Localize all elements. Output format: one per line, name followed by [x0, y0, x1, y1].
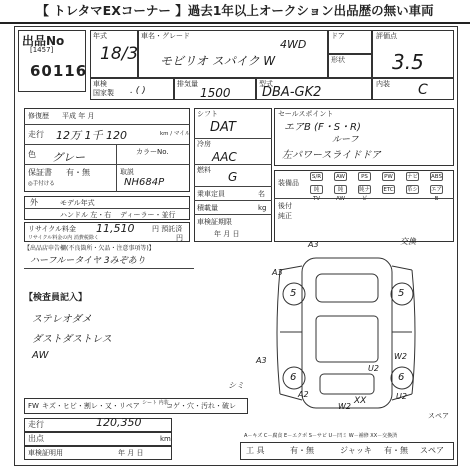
- jack-label: ジャッキ: [340, 446, 372, 455]
- inspector-line2: ダストダストレス: [32, 334, 112, 345]
- naiso-label: 内装: [376, 80, 390, 88]
- drive-value: 4WD: [280, 38, 307, 51]
- soubi-airbag: エアB: [431, 187, 443, 202]
- note-a2: A2: [298, 390, 309, 399]
- katashiki-label: 型式: [259, 80, 273, 88]
- color-no-value: NH684P: [124, 177, 165, 188]
- iro-value: グレー: [52, 151, 85, 164]
- spare-label: スペア: [428, 412, 449, 420]
- soko-value: 12万 1千 120: [56, 129, 127, 142]
- goki-sub: 純正: [278, 212, 292, 220]
- handle-label: ハンドル 左・右: [60, 211, 112, 219]
- jack-value: 有・無: [384, 446, 408, 455]
- nenshiki-value: 18/3: [100, 44, 139, 64]
- soubi-label: 装備品: [278, 179, 299, 187]
- katashiki-value: DBA-GK2: [262, 85, 322, 100]
- sales-label: セールスポイント: [278, 110, 334, 118]
- soubi-etc: ETC: [383, 187, 394, 193]
- note-w2-right: W2: [394, 352, 407, 361]
- seat-items: コゲ・穴・汚れ・破レ: [166, 402, 236, 410]
- shuuri-sub: 平成 年 月: [62, 112, 95, 120]
- jouin-unit: 名: [258, 190, 265, 198]
- soubi-abs: ABS: [431, 174, 442, 180]
- recycle-label: リサイクル料金: [28, 225, 77, 233]
- soubi-jnavi: 純ナビ: [359, 187, 371, 202]
- kougu-label: 工 具: [246, 446, 265, 455]
- seisan-label: リサイクル料金の内 消費税除く: [28, 235, 99, 241]
- shoken-label: 車検証期限: [197, 218, 232, 226]
- torisetsu-label: 取説: [120, 168, 134, 176]
- shaken-value: . ( ): [130, 86, 146, 96]
- fw-label: FW: [28, 402, 39, 410]
- note-w2-bottom: W2: [338, 402, 351, 411]
- damage-legend: A－キズ C－腐食 E－エクボ S－サビ U－凹ミ W－補修 XX－交換済: [244, 433, 398, 439]
- shaken-sub: 国家製: [93, 89, 114, 97]
- dealer-label: ディーラー・並行: [120, 211, 176, 219]
- note-a3-bottom: A3: [256, 356, 267, 365]
- nenryou-label: 燃料: [197, 166, 211, 174]
- shamei-value: モビリオ スパイク W: [160, 54, 276, 68]
- note-xx: XX: [354, 396, 367, 406]
- jouin-label: 乗車定員: [197, 190, 225, 198]
- nenryou-value: G: [228, 170, 238, 184]
- nenshiki-label: 年式: [93, 32, 107, 40]
- soko-unit: km / マイル: [160, 131, 191, 137]
- soko-label: 走行: [28, 130, 44, 139]
- tread-fr: 5: [398, 288, 405, 299]
- inspector-line3: AW: [32, 350, 49, 361]
- shift-value: DAT: [210, 120, 236, 135]
- gai-label: 外: [30, 198, 38, 207]
- kougu-value: 有・無: [290, 446, 314, 455]
- tread-rr: 6: [398, 372, 405, 383]
- hoshou-value: 有・無: [66, 168, 90, 177]
- shaken2-label: 車検証明用: [28, 449, 63, 457]
- soubi-tv: 純TV: [310, 185, 323, 194]
- iro-label: 色: [28, 150, 36, 159]
- fw-items: キズ・ヒビ・割レ・又・リペア: [42, 402, 140, 410]
- reibou-label: 冷房: [197, 140, 211, 148]
- soubi-ps: PS: [358, 172, 371, 181]
- naiso-value: C: [418, 82, 428, 98]
- shutten-label: 出点: [28, 434, 44, 443]
- note-a3-left: A3: [272, 268, 283, 277]
- lot-label: 出品No: [22, 34, 65, 48]
- lot-sub: [1457]: [30, 46, 54, 54]
- soubi-aw: AW: [334, 172, 347, 181]
- sekisai-unit: kg: [258, 204, 267, 212]
- sales-line3: 左パワースライドドア: [282, 150, 381, 161]
- shutten-row: [24, 432, 172, 446]
- hoshou-label: 保証書: [28, 168, 52, 177]
- tenpo-value: ハーフルータイヤ 3みぞあり: [30, 256, 146, 266]
- shuuri-label: 修復歴: [28, 112, 49, 120]
- hyoka-label: 評価点: [376, 32, 397, 40]
- soubi-sr: S/R: [311, 174, 322, 180]
- note-a3-top: A3: [308, 240, 319, 249]
- hyoka-value: 3.5: [392, 50, 424, 74]
- recycle-unit: 円 預託済: [152, 225, 183, 233]
- note-u2: U2: [396, 392, 407, 401]
- recycle-value: 11,510: [96, 222, 135, 235]
- door-label: ドア: [331, 32, 345, 40]
- soubi-leather: 革シ: [407, 187, 419, 193]
- soubi-jaw: 純AW: [334, 185, 347, 194]
- tread-rl: 6: [290, 372, 297, 383]
- shift-label: シフト: [197, 110, 218, 118]
- inspector-label: 【検査員記入】: [24, 293, 88, 303]
- note-koukan: 交換: [400, 237, 416, 246]
- seisan-unit: 円: [176, 234, 183, 242]
- reibou-value: AAC: [212, 150, 237, 164]
- shoken-unit: 年 月 日: [214, 230, 240, 238]
- shaken-label: 車検: [93, 80, 107, 88]
- color-no-label: カラーNo.: [136, 148, 169, 156]
- soko2-value: 120,350: [96, 416, 142, 429]
- soko2-label: 走行: [28, 420, 44, 429]
- seat-label: シート 内装: [142, 400, 169, 406]
- spare-tools-label: スペア: [420, 446, 444, 455]
- model-label: モデル年式: [60, 199, 95, 207]
- keijo-label: 形状: [331, 56, 345, 64]
- hoshou-sub: ◎手付ける: [28, 181, 55, 187]
- lot-number: 60116: [30, 62, 88, 80]
- note-u2-mid: U2: [368, 364, 379, 373]
- soubi-pw: PW: [382, 172, 395, 181]
- banner-title: 【 トレタマEXコーナー 】過去1年以上オークション出品歴の無い車両: [0, 0, 470, 24]
- sekisai-label: 積載量: [197, 204, 218, 212]
- haiki-value: 1500: [200, 86, 231, 100]
- inspector-line1: ステレオダメ: [32, 314, 92, 325]
- note-shimi: シミ: [228, 381, 244, 390]
- shamei-label: 車名・グレード: [141, 32, 190, 40]
- tenpo-label: 【出品店申告欄(不良箇所・欠品・注意事項等)】: [24, 245, 155, 252]
- sales-line1: エアB (F・S・R): [284, 122, 361, 133]
- soubi-navi: ナビ: [407, 174, 419, 180]
- haiki-label: 排気量: [177, 80, 198, 88]
- tread-fl: 5: [290, 288, 297, 299]
- shaken2-unit: 年 月 日: [118, 449, 144, 457]
- shutten-unit: km: [160, 435, 171, 443]
- goki-label: 後付: [278, 202, 292, 210]
- sales-line2: ルーフ: [332, 135, 359, 145]
